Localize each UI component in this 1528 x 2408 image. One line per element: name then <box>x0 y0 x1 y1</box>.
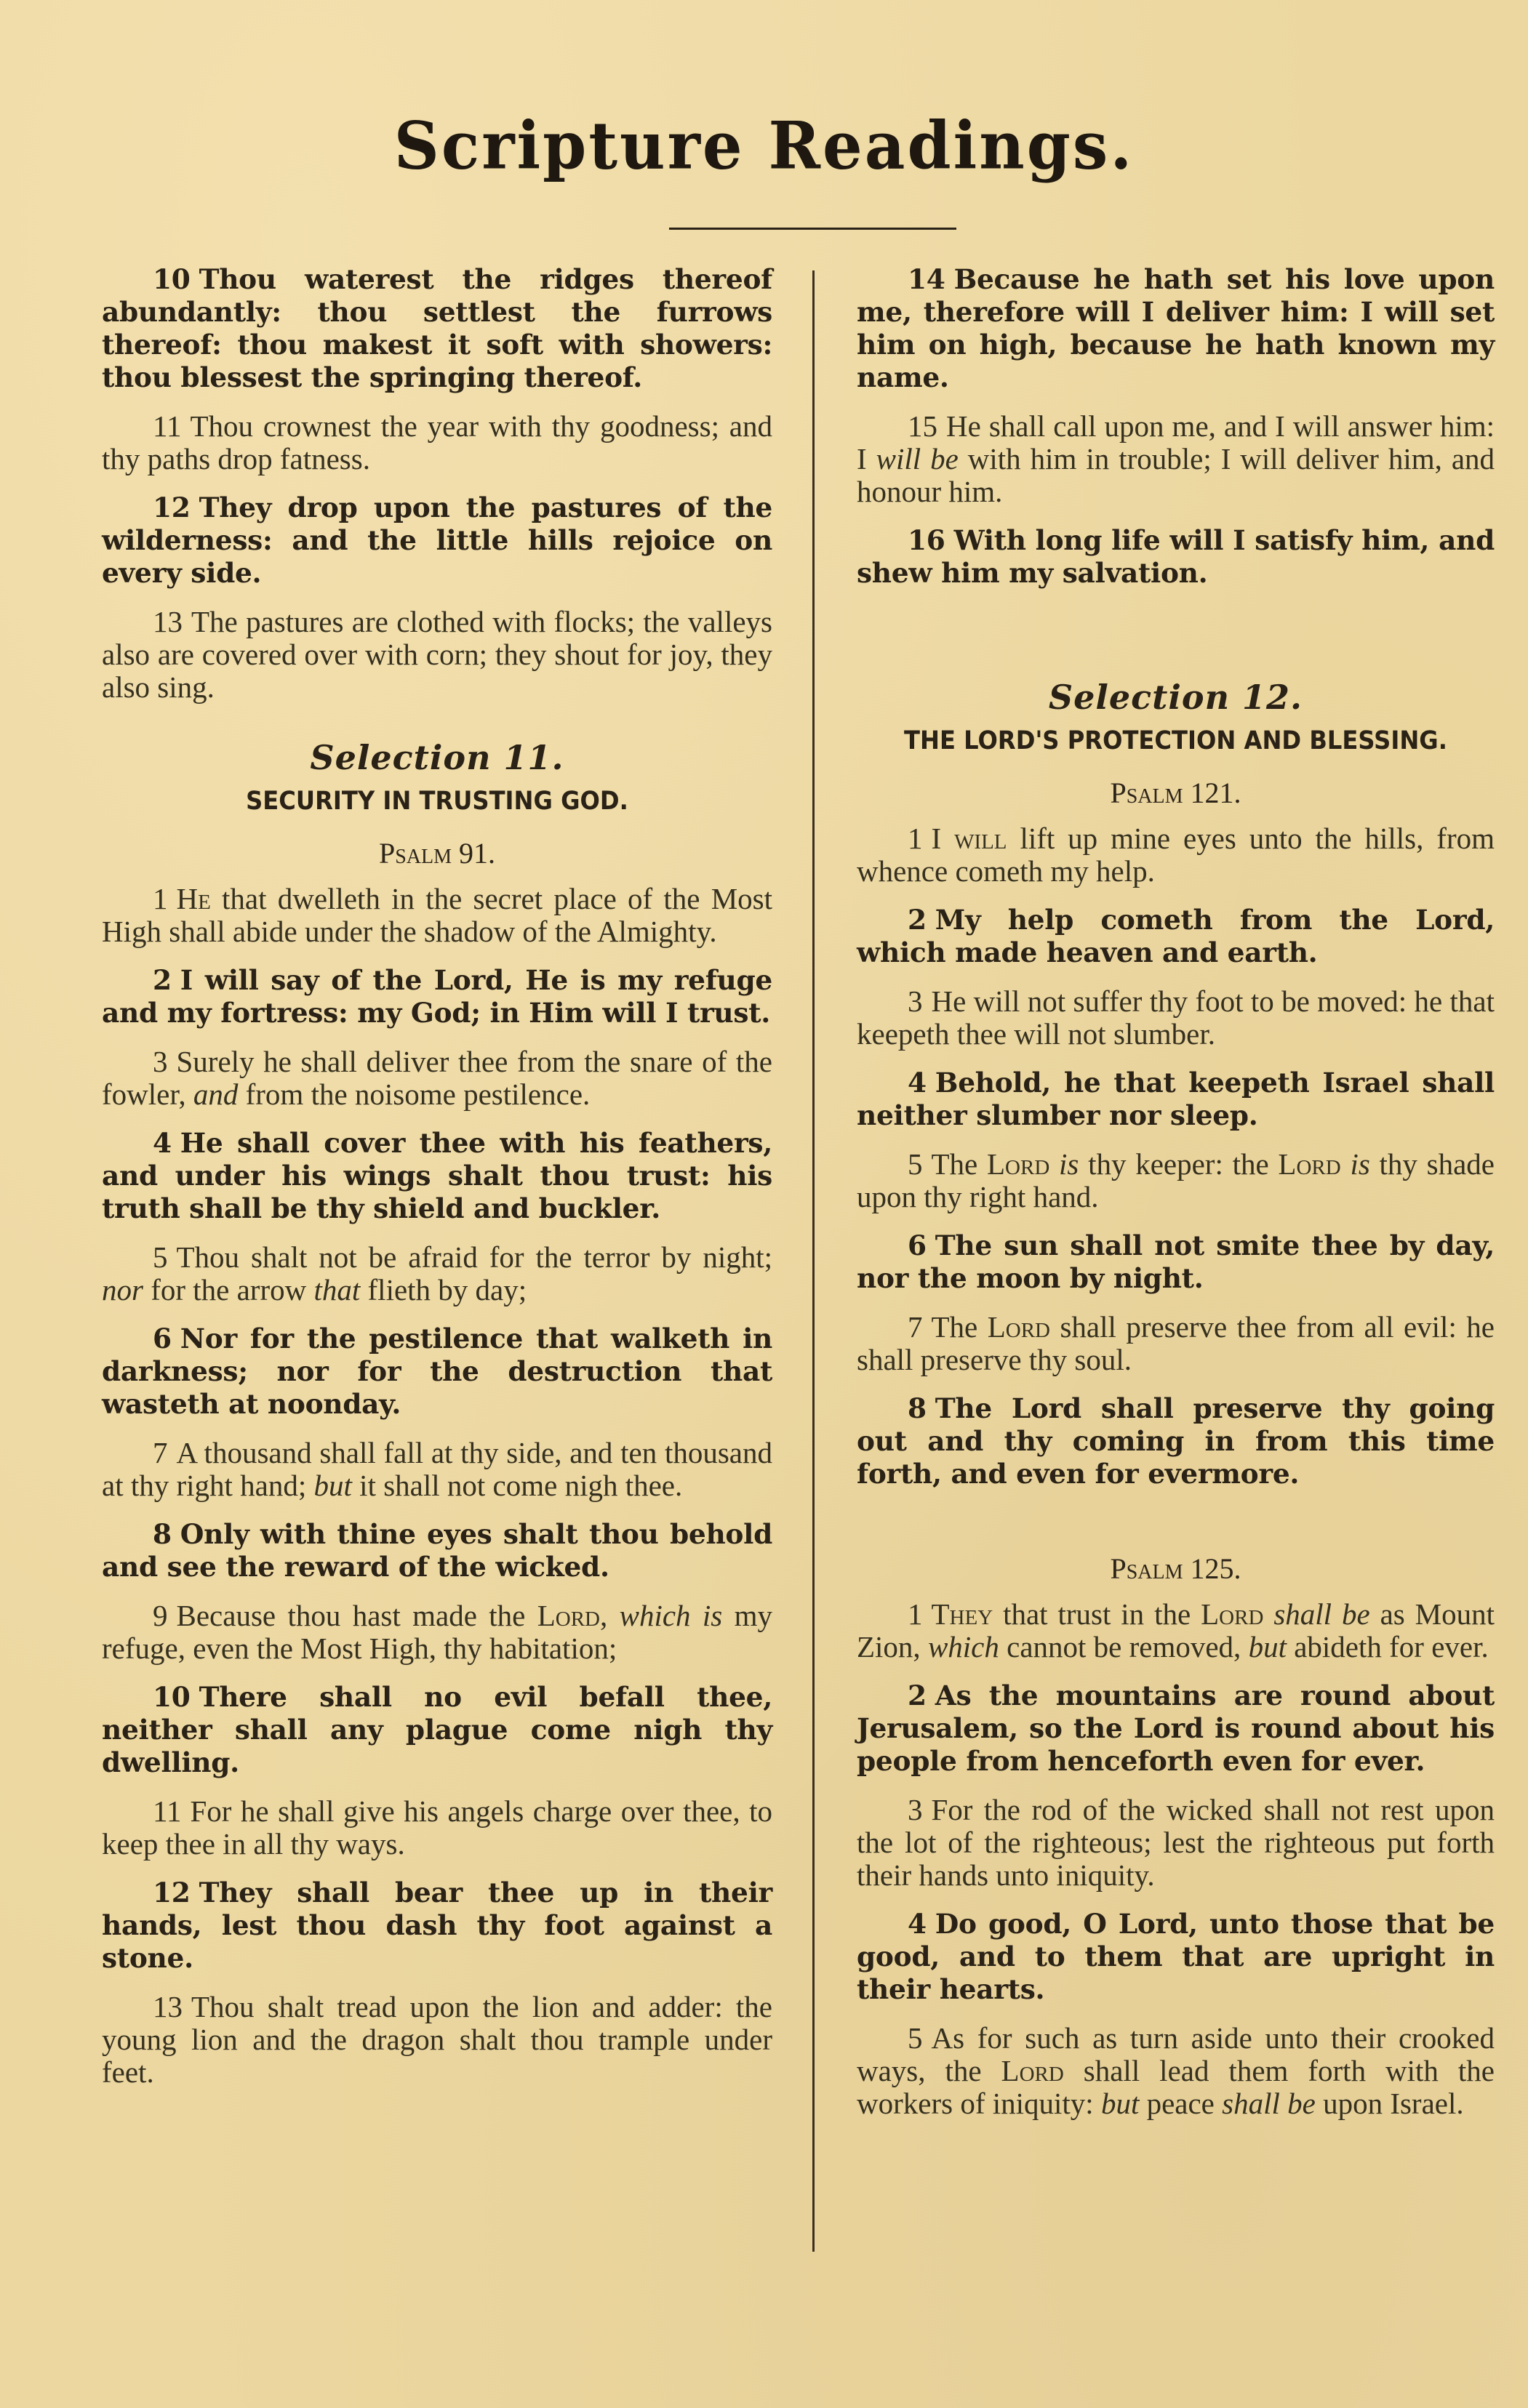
verse-text: Only with thine eyes shalt thou behold and see the reward of the wicked. <box>102 1518 772 1583</box>
verse-text: Because he hath set his love upon me, therefore will I deliver him: I will set him on high, because he hath known my name. <box>857 263 1495 393</box>
title-rule <box>669 228 956 230</box>
verse <box>857 1794 1495 1892</box>
verse <box>102 1600 772 1665</box>
verse-number: 6 <box>908 1229 927 1261</box>
verse-text: For he shall give his angels charge over thee, to keep thee in all thy ways. <box>102 1794 772 1861</box>
verse <box>102 883 772 948</box>
verse <box>857 1148 1495 1213</box>
selection-subtitle: SECURITY IN TRUSTING GOD. <box>246 787 628 816</box>
verse <box>102 1437 772 1502</box>
verse-text: Thou shalt not be afraid for the terror by night; nor for the arrow that flieth by day; <box>102 1240 772 1307</box>
verse-text: He that dwelleth in the secret place of the Most High shall abide under the shadow of the Almighty. <box>102 882 772 948</box>
verse <box>857 1598 1495 1663</box>
verse <box>857 904 1495 969</box>
verse-number: 14 <box>908 263 945 295</box>
verse-number: 13 <box>153 1990 183 2023</box>
verse <box>857 1067 1495 1132</box>
verse-number: 8 <box>153 1518 172 1550</box>
verse-text: The Lord shall preserve thee from all evil: he shall preserve thy soul. <box>857 1310 1495 1376</box>
column-divider <box>812 270 815 2252</box>
verse <box>857 1229 1495 1295</box>
verse-number: 11 <box>153 1794 182 1828</box>
verse-text: They drop upon the pastures of the wilderness: and the little hills rejoice on every side. <box>102 491 772 589</box>
verse-text: The sun shall not smite thee by day, nor the moon by night. <box>857 1229 1495 1294</box>
verse-text: I will say of the Lord, He is my refuge and my fortress: my God; in Him will I trust. <box>102 964 772 1029</box>
verse-text: They that trust in the Lord shall be as Mount Zion, which cannot be removed, but abideth for ever. <box>857 1597 1495 1663</box>
verse-text: Thou shalt tread upon the lion and adder: the young lion and the dragon shalt thou trample under feet. <box>102 1990 772 2089</box>
selection-12 <box>857 677 1495 2120</box>
psalm-heading: Psalm 91. <box>378 837 496 870</box>
selection-heading: Selection 12. <box>1048 678 1303 717</box>
verse-number: 10 <box>153 1681 191 1713</box>
verse-list <box>857 1598 1495 2120</box>
verse-text: A thousand shall fall at thy side, and ten thousand at thy right hand; but it shall not come nigh thee. <box>102 1436 772 1502</box>
left-column <box>102 263 772 2105</box>
verse-number: 12 <box>153 491 191 523</box>
verse-number: 6 <box>153 1323 172 1354</box>
verse-text: Because thou hast made the Lord, which is my refuge, even the Most High, thy habitation; <box>102 1599 772 1665</box>
verse-text: There shall no evil befall thee, neither shall any plague come nigh thy dwelling. <box>102 1681 772 1778</box>
verse <box>102 491 772 590</box>
verse-text: He shall call upon me, and I will answer him: I will be with him in trouble; I will deliver him, and honour him. <box>857 409 1495 508</box>
verse-number: 4 <box>153 1127 172 1159</box>
verse-text: Do good, O Lord, unto those that be good, and to them that are upright in their hearts. <box>857 1908 1495 2005</box>
spacer <box>857 606 1495 643</box>
verse-text: He will not suffer thy foot to be moved: he that keepeth thee will not slumber. <box>857 984 1495 1051</box>
verse <box>857 1311 1495 1376</box>
verse <box>857 1392 1495 1490</box>
verse-number: 5 <box>153 1240 168 1274</box>
psalm-heading: Psalm 121. <box>1110 776 1241 809</box>
verse <box>102 1681 772 1779</box>
verse-number: 10 <box>153 263 191 295</box>
verse-list <box>857 822 1495 1490</box>
verse-text: Thou crownest the year with thy goodness; and thy paths drop fatness. <box>102 409 772 475</box>
verse-number: 16 <box>908 524 945 556</box>
verse <box>102 1877 772 1975</box>
verse-number: 12 <box>153 1877 191 1909</box>
verse-number: 4 <box>908 1908 927 1940</box>
verse-list <box>102 883 772 2089</box>
verse-number: 1 <box>153 882 168 915</box>
verse <box>102 1323 772 1421</box>
verse-number: 3 <box>153 1045 168 1078</box>
verse <box>857 985 1495 1051</box>
selection-heading: Selection 11. <box>310 738 564 777</box>
verse-number: 3 <box>908 1793 923 1826</box>
verse <box>857 2022 1495 2120</box>
verse <box>102 1241 772 1307</box>
verse-number: 2 <box>153 964 172 996</box>
verse-text: As for such as turn aside unto their crooked ways, the Lord shall lead them forth with the workers of iniquity: but peace shall be upon Israel. <box>857 2021 1495 2120</box>
selection-11 <box>102 737 772 2089</box>
verse-number: 3 <box>908 984 923 1018</box>
verse <box>857 410 1495 508</box>
verse-text: He shall cover thee with his feathers, and under his wings shalt thou trust: his truth shall be thy shield and buckler. <box>102 1127 772 1224</box>
spacer <box>857 1506 1495 1544</box>
verse-number: 9 <box>153 1599 168 1632</box>
verse <box>102 606 772 704</box>
verse <box>102 410 772 475</box>
verse-number: 5 <box>908 1147 923 1181</box>
verse-number: 2 <box>908 904 927 936</box>
verse-text: They shall bear thee up in their hands, lest thou dash thy foot against a stone. <box>102 1877 772 1974</box>
verse-text: Thou waterest the ridges thereof abundantly: thou settlest the furrows thereof: thou makest it soft with showers: thou blessest the springing thereof. <box>102 263 772 393</box>
verse-text: Behold, he that keepeth Israel shall neither slumber nor sleep. <box>857 1067 1495 1131</box>
verse-text: Surely he shall deliver thee from the snare of the fowler, and from the noisome pestilence. <box>102 1045 772 1111</box>
verse-text: Nor for the pestilence that walketh in darkness; nor for the destruction that wasteth at noonday. <box>102 1323 772 1420</box>
verse-number: 5 <box>908 2021 923 2055</box>
psalm-heading: Psalm 125. <box>1110 1552 1241 1585</box>
verse <box>857 1908 1495 2006</box>
selection-subtitle: THE LORD'S PROTECTION AND BLESSING. <box>904 726 1447 755</box>
verse-number: 4 <box>908 1067 927 1099</box>
verse-text: The pastures are clothed with flocks; the valleys also are covered over with corn; they shout for joy, they also sing. <box>102 605 772 704</box>
verse-number: 7 <box>153 1436 168 1469</box>
verse-text: My help cometh from the Lord, which made heaven and earth. <box>857 904 1495 968</box>
verse-text: I will lift up mine eyes unto the hills, from whence cometh my help. <box>857 822 1495 888</box>
page-title: Scripture Readings. <box>393 107 1135 185</box>
verse-number: 11 <box>153 409 182 443</box>
verse-text: The Lord is thy keeper: the Lord is thy shade upon thy right hand. <box>857 1147 1495 1213</box>
verse <box>857 524 1495 590</box>
verse <box>102 263 772 394</box>
psalm-65-continuation <box>102 263 772 704</box>
verse-number: 7 <box>908 1310 923 1344</box>
verse-number: 8 <box>908 1392 927 1424</box>
verse-number: 13 <box>153 605 183 638</box>
verse <box>102 964 772 1030</box>
verse-number: 1 <box>908 1597 923 1631</box>
verse-text: For the rod of the wicked shall not rest upon the lot of the righteous; lest the righteous put forth their hands unto iniquity. <box>857 1793 1495 1892</box>
verse <box>857 263 1495 394</box>
verse <box>102 1127 772 1225</box>
verse <box>102 1046 772 1111</box>
verse-text: With long life will I satisfy him, and shew him my salvation. <box>857 524 1495 589</box>
verse-number: 1 <box>908 822 923 855</box>
verse-text: As the mountains are round about Jerusalem, so the Lord is round about his people from henceforth even for ever. <box>857 1679 1495 1777</box>
verse <box>857 1679 1495 1778</box>
verse <box>102 1991 772 2089</box>
right-column <box>857 263 1495 2136</box>
verse <box>102 1795 772 1861</box>
verse-number: 2 <box>908 1679 927 1711</box>
verse <box>857 822 1495 888</box>
verse-number: 15 <box>908 409 937 443</box>
psalm-91-continuation <box>857 263 1495 590</box>
verse-text: The Lord shall preserve thy going out and thy coming in from this time forth, and even for evermore. <box>857 1392 1495 1490</box>
verse <box>102 1518 772 1584</box>
